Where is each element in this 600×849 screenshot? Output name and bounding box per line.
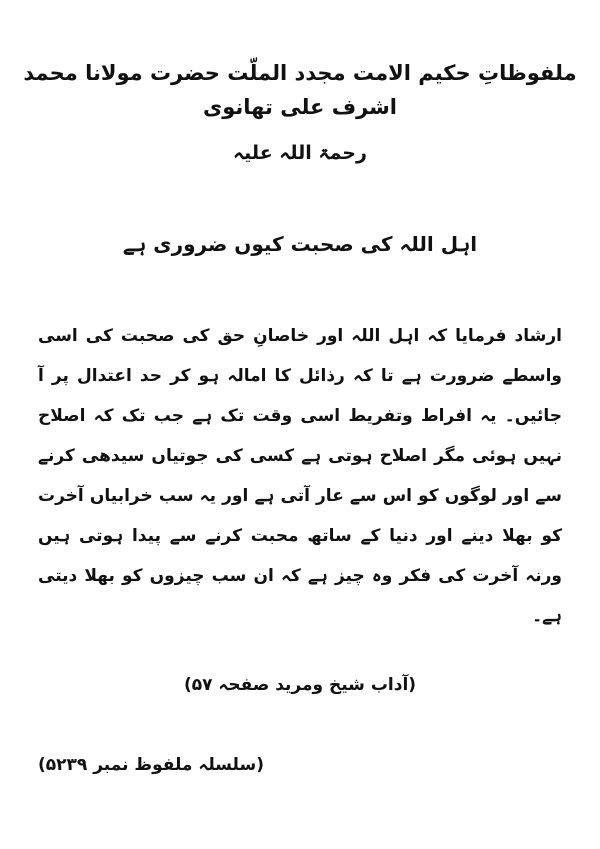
series-number: (سلسلہ ملفوظ نمبر ۵۲۳۹) xyxy=(38,755,264,775)
document-title: ملفوظاتِ حکیم الامت مجدد الملّت حضرت مولانا محمد اشرف علی تھانوی xyxy=(23,61,577,119)
section-heading: اہل اللہ کی صحبت کیوں ضروری ہے xyxy=(122,232,478,256)
document-subtitle: رحمۃ اللہ علیہ xyxy=(233,142,367,164)
body-paragraph: ارشاد فرمایا کہ اہل اللہ اور خاصانِ حق کی صحبت کی اسی واسطے ضرورت ہے تا کہ رذائل کا امالہ ہو کر حد اعتدال پر آ جائیں۔ یہ افراط وتفریط اسی وقت تک ہے جب تک کہ اصلاح نہیں ہوئی مگر اصلاح ہوتی ہے کسی کی جوتیاں سیدھی کرنے سے اور لوگوں کو اس سے عار آتی ہے اور یہ سب خرابیاں آخرت کو بھلا دینے اور دنیا کے ساتھ محبت کرنے سے پیدا ہوتی ہیں ورنہ آخرت کی فکر وہ چیز ہے کہ ان سب چیزوں کو بھلا دیتی ہے۔ xyxy=(38,326,562,626)
citation: (آداب شیخ ومرید صفحہ ۵۷) xyxy=(183,675,417,695)
